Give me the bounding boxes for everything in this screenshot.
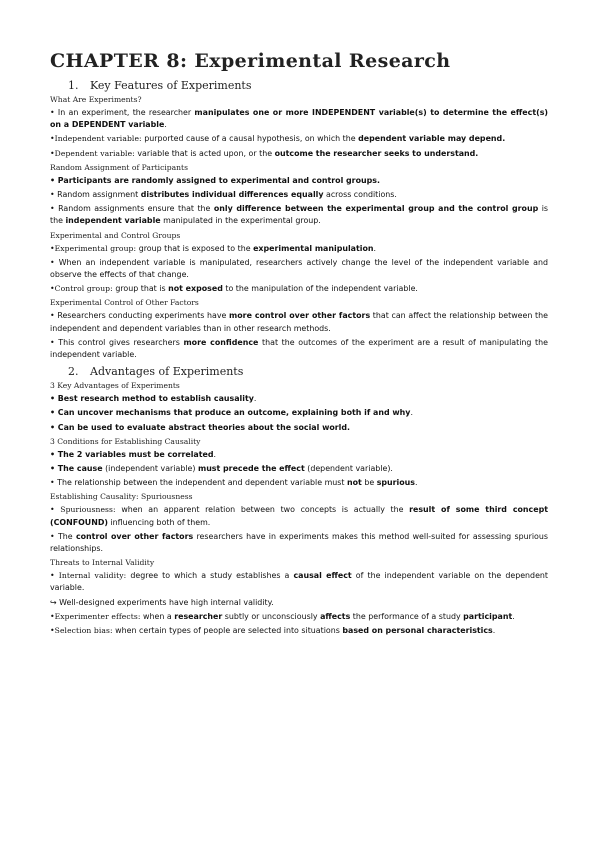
bullet-precede-effect: • The cause (independent variable) must precede the effect (dependent variable). — [50, 464, 393, 474]
subheading-groups: Experimental and Control Groups — [50, 230, 181, 240]
term-label: Experimental group: — [54, 243, 137, 253]
subheading-conditions-causality: 3 Conditions for Establishing Causality — [50, 436, 201, 446]
term-label: Experimenter effects: — [54, 611, 141, 621]
term-label: Dependent variable: — [54, 148, 135, 158]
document-page — [50, 50, 548, 639]
subheading-control-other-factors: Experimental Control of Other Factors — [50, 298, 199, 308]
term-label: Internal validity: — [58, 571, 127, 581]
subheading-random-assignment: Random Assignment of Participants — [50, 162, 188, 172]
bullet-more-confidence: • This control gives researchers more confidence that the outcomes of the experiment are a result of manipulating the independent variable. — [50, 337, 549, 360]
bullet-internal-validity: • Internal validity: degree to which a study establishes a causal effect of the independent variable on the dependent variable. — [50, 571, 549, 593]
bullet-mechanisms: • Can uncover mechanisms that produce an outcome, explaining both if and why. — [50, 408, 413, 418]
section-heading-1 — [68, 79, 548, 92]
bullet-selection-bias: •Selection bias: when certain types of people are selected into situations based on personal characteristics. — [50, 626, 496, 636]
bullet-control-over-factors: • The control over other factors researchers have in experiments makes this method well-suited for assessing spurious relationships. — [50, 531, 548, 554]
bullet-causality: • Best research method to establish causality. — [50, 394, 257, 404]
term-label: Control group: — [54, 284, 113, 294]
term-label: Selection bias: — [54, 626, 113, 636]
section-heading-2 — [68, 365, 548, 378]
term-label: Independent variable: — [54, 134, 142, 144]
bullet-more-control: • Researchers conducting experiments have more control over other factors that can affect the relationship between the independent and dependent variables than in other research methods. — [50, 311, 548, 333]
bullet-experimenter-effects: •Experimenter effects: when a researcher subtly or unconsciously affects the performance of a study participant. — [50, 611, 515, 621]
bullet-only-difference: • Random assignments ensure that the only difference between the experimental group and the control group is the independent variable manipulated in the experimental group. — [50, 204, 548, 226]
subheading-key-advantages: 3 Key Advantages of Experiments — [50, 381, 180, 391]
subheading-what-are-experiments: What Are Experiments? — [50, 95, 142, 104]
section-title: Advantages of Experiments — [90, 365, 244, 379]
bullet-randomly-assigned: • Participants are randomly assigned to experimental and control groups. — [50, 175, 380, 185]
bullet-correlated: • The 2 variables must be correlated. — [50, 449, 217, 459]
bullet-spuriousness: • Spuriousness: when an apparent relation between two concepts is actually the result of some third concept (CONFOUND) influencing both of them. — [50, 505, 548, 527]
section-title: Key Features of Experiments — [90, 79, 252, 92]
section-number: 2. — [68, 365, 79, 379]
term-label: Spuriousness: — [60, 505, 116, 515]
note-high-validity: ↪ Well-designed experiments have high internal validity. — [50, 597, 274, 607]
bullet-distributes-differences: • Random assignment distributes individual differences equally across conditions. — [50, 190, 397, 200]
chapter-title: CHAPTER 8: Experimental Research — [50, 50, 451, 72]
bullet-control-group: •Control group: group that is not exposed to the manipulation of the independent variable. — [50, 284, 418, 294]
subheading-threats-validity: Threats to Internal Validity — [50, 558, 155, 568]
bullet-experimental-group: •Experimental group: group that is exposed to the experimental manipulation. — [50, 243, 377, 253]
section-number: 1. — [68, 79, 79, 92]
bullet-manipulated: • When an independent variable is manipulated, researchers actively change the level of the independent variable and observe the effects of that change. — [50, 257, 548, 280]
bullet-not-spurious: • The relationship between the independent and dependent variable must not be spurious. — [50, 478, 418, 488]
bullet-abstract-theories: • Can be used to evaluate abstract theories about the social world. — [50, 422, 351, 432]
subheading-spuriousness: Establishing Causality: Spuriousness — [50, 492, 193, 502]
bullet-independent-variable: •Independent variable: purported cause of a causal hypothesis, on which the dependent variable may depend. — [50, 134, 506, 144]
bullet-manipulates: • In an experiment, the researcher manipulates one or more INDEPENDENT variable(s) to determine the effect(s) on a DEPENDENT variable. — [50, 108, 548, 130]
bullet-dependent-variable: •Dependent variable: variable that is acted upon, or the outcome the researcher seeks to understand. — [50, 148, 479, 158]
